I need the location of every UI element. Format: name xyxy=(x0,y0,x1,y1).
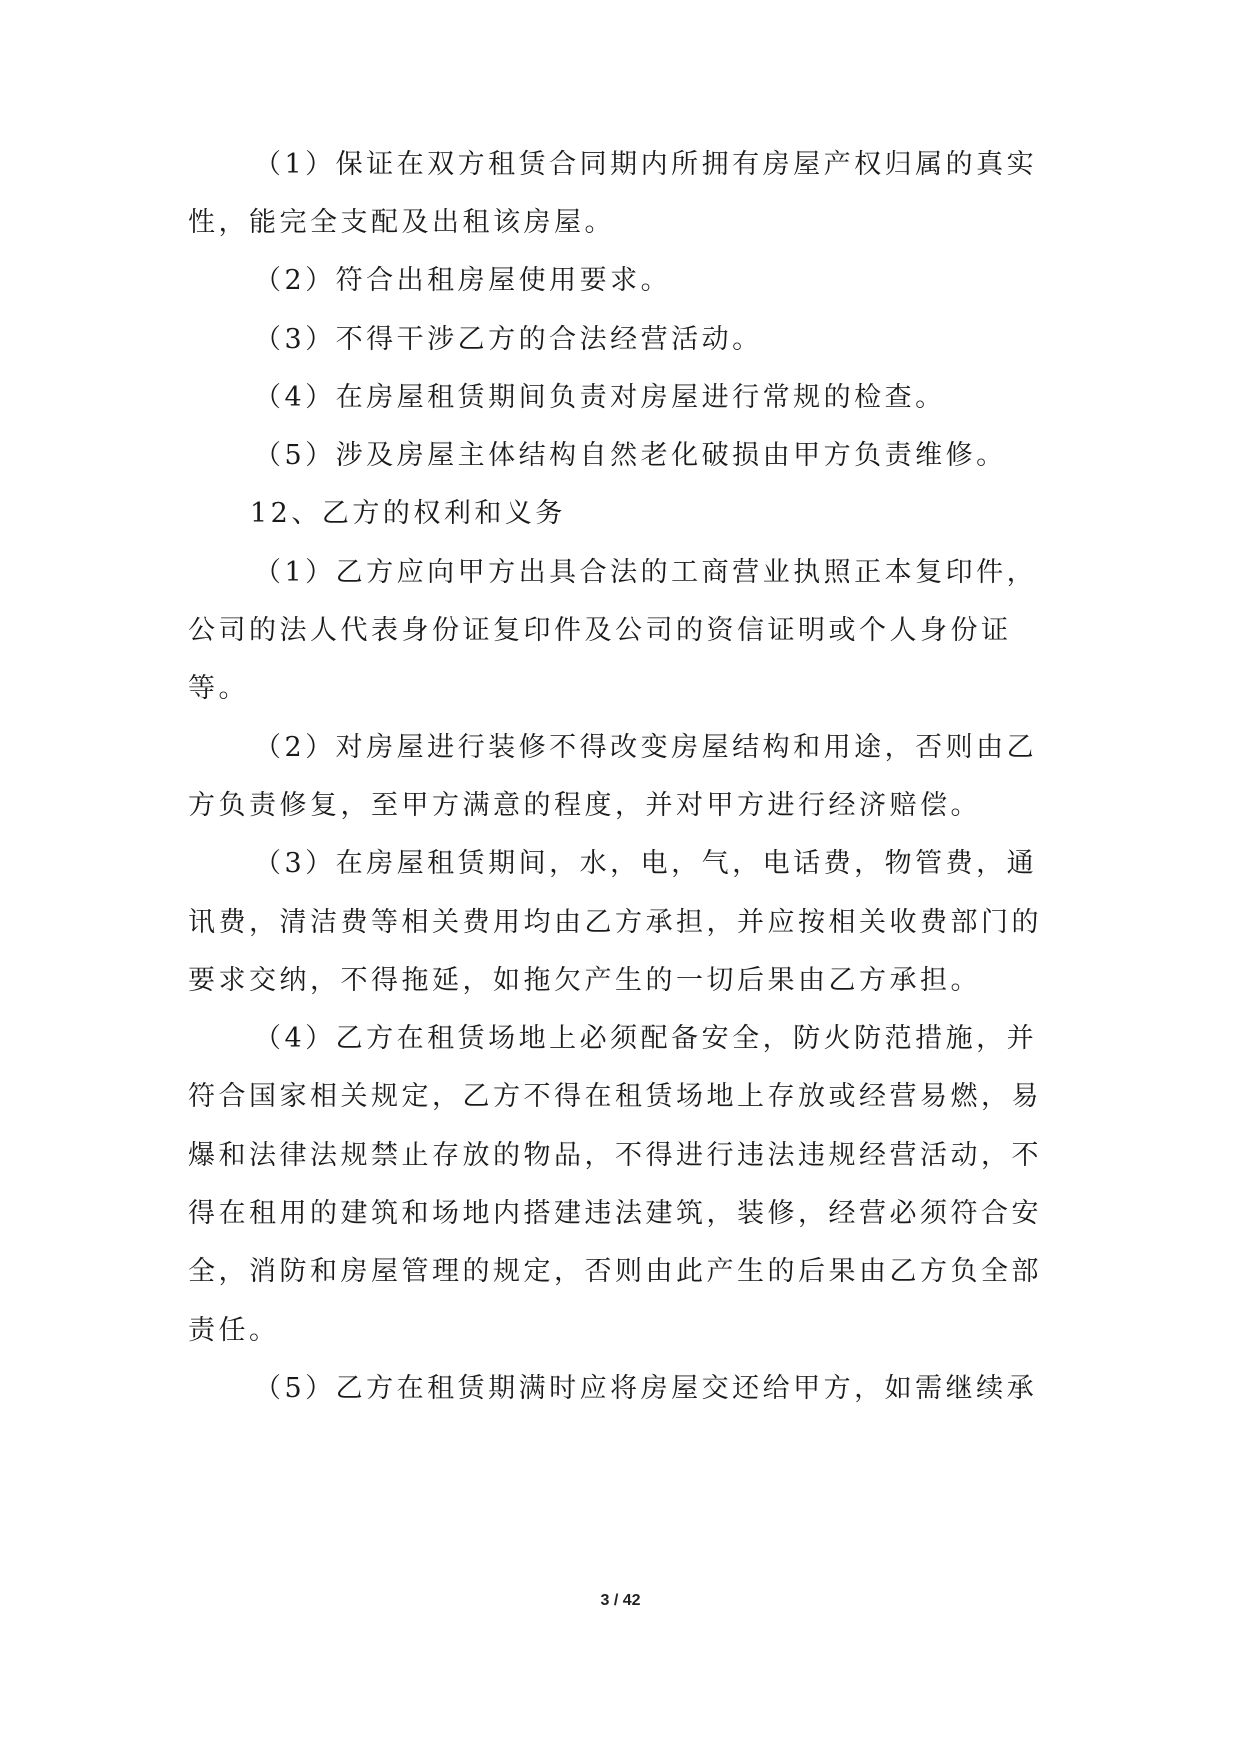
paragraph-line: （2）对房屋进行装修不得改变房屋结构和用途，否则由乙 xyxy=(254,732,1038,763)
paragraph-line: 得在租用的建筑和场地内搭建违法建筑，装修，经营必须符合安 xyxy=(188,1198,1042,1229)
paragraph-line: （5）涉及房屋主体结构自然老化破损由甲方负责维修。 xyxy=(254,440,1007,471)
paragraph-line: 等。 xyxy=(188,673,249,704)
paragraph-line: （1）乙方应向甲方出具合法的工商营业执照正本复印件， xyxy=(254,557,1038,588)
paragraph-line: 全，消防和房屋管理的规定，否则由此产生的后果由乙方负全部 xyxy=(188,1256,1042,1287)
paragraph-line: （5）乙方在租赁期满时应将房屋交还给甲方，如需继续承 xyxy=(254,1373,1038,1404)
paragraph-line: （3）在房屋租赁期间，水，电，气，电话费，物管费，通 xyxy=(254,848,1038,879)
paragraph-line: 方负责修复，至甲方满意的程度，并对甲方进行经济赔偿。 xyxy=(188,790,981,821)
paragraph-line: 性，能完全支配及出租该房屋。 xyxy=(188,207,615,238)
paragraph-line: 要求交纳，不得拖延，如拖欠产生的一切后果由乙方承担。 xyxy=(188,965,981,996)
paragraph-line: （1）保证在双方租赁合同期内所拥有房屋产权归属的真实 xyxy=(254,149,1038,180)
paragraph-line: 符合国家相关规定，乙方不得在租赁场地上存放或经营易燃，易 xyxy=(188,1081,1042,1112)
paragraph-line: 公司的法人代表身份证复印件及公司的资信证明或个人身份证 xyxy=(188,615,1012,646)
paragraph-line: （3）不得干涉乙方的合法经营活动。 xyxy=(254,324,763,355)
paragraph-line: 讯费，清洁费等相关费用均由乙方承担，并应按相关收费部门的 xyxy=(188,907,1042,938)
page-number: 3 / 42 xyxy=(600,1592,641,1609)
paragraph-line: 爆和法律法规禁止存放的物品，不得进行违法违规经营活动，不 xyxy=(188,1140,1042,1171)
paragraph-line: 责任。 xyxy=(188,1315,280,1346)
paragraph-line: （2）符合出租房屋使用要求。 xyxy=(254,265,672,296)
section-heading: 12、乙方的权利和义务 xyxy=(250,498,566,529)
paragraph-line: （4）在房屋租赁期间负责对房屋进行常规的检查。 xyxy=(254,382,946,413)
paragraph-line: （4）乙方在租赁场地上必须配备安全，防火防范措施，并 xyxy=(254,1023,1038,1054)
